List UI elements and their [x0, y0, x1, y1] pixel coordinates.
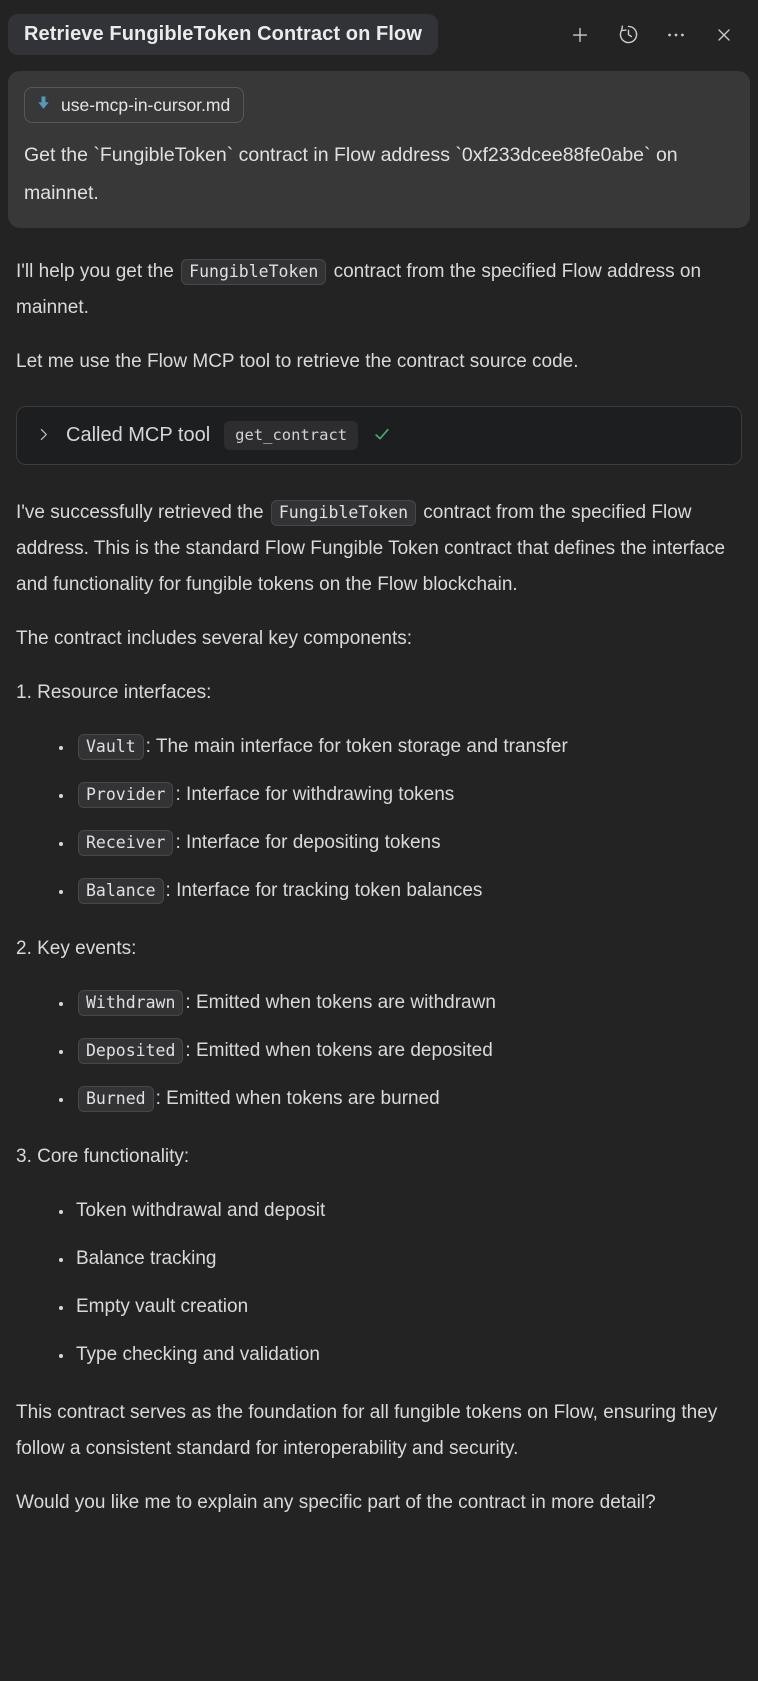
inline-code: Withdrawn: [78, 990, 183, 1016]
header-actions: [568, 23, 742, 47]
mcp-tool-call-row[interactable]: [16, 406, 742, 465]
history-icon: [617, 23, 640, 46]
user-message-text: Get the `FungibleToken` contract in Flow address `0xf233dcee88fe0abe` on mainnet.: [24, 144, 678, 204]
list-item: • Withdrawn : Emitted when tokens are withdrawn: [74, 985, 742, 1021]
list-item: • Balance tracking: [74, 1241, 742, 1277]
tool-call-label: Called MCP tool: [66, 424, 211, 446]
bullet-list: [16, 729, 742, 909]
assistant-paragraph: This contract serves as the foundation for all fungible tokens on Flow, ensuring they follow a consistent standard for interoperability and security.: [16, 1402, 718, 1459]
close-icon: [714, 25, 734, 45]
list-item: • Vault : The main interface for token storage and transfer: [74, 729, 742, 765]
list-item: • Burned : Emitted when tokens are burned: [74, 1081, 742, 1117]
section-heading: 2. Key events:: [16, 938, 137, 959]
assistant-paragraph: Let me use the Flow MCP tool to retrieve the contract source code.: [16, 351, 579, 372]
list-item: • Balance : Interface for tracking token balances: [74, 873, 742, 909]
ellipsis-icon: [665, 24, 687, 46]
inline-code: FungibleToken: [271, 500, 416, 526]
inline-code: Deposited: [78, 1038, 183, 1064]
chevron-right-icon: [35, 426, 52, 446]
list-item: • Deposited : Emitted when tokens are deposited: [74, 1033, 742, 1069]
close-button[interactable]: [712, 23, 736, 47]
section-heading: 1. Resource interfaces:: [16, 682, 212, 703]
user-message-card: [8, 71, 750, 228]
assistant-paragraph: The contract includes several key components:: [16, 628, 413, 649]
list-item: • Empty vault creation: [74, 1289, 742, 1325]
list-item: • Provider : Interface for withdrawing tokens: [74, 777, 742, 813]
inline-code: Burned: [78, 1086, 154, 1112]
chat-header: [0, 0, 758, 65]
inline-code: Balance: [78, 878, 164, 904]
success-check-icon: [372, 424, 392, 447]
assistant-paragraph: Would you like me to explain any specific part of the contract in more detail?: [16, 1492, 656, 1513]
list-item: • Token withdrawal and deposit: [74, 1193, 742, 1229]
inline-code: Receiver: [78, 830, 173, 856]
attached-file-name: use-mcp-in-cursor.md: [61, 94, 231, 115]
history-button[interactable]: [616, 23, 640, 47]
section-heading: 3. Core functionality:: [16, 1146, 190, 1167]
assistant-paragraph: I've successfully retrieved the FungibleToken contract from the specified Flow address. This is the standard Flow Fungible Token contract that defines the interface and functionality for fungible tokens on the Flow blockchain.: [16, 502, 726, 595]
inline-code: Provider: [78, 782, 173, 808]
chat-title[interactable]: Retrieve FungibleToken Contract on Flow: [8, 14, 438, 55]
markdown-file-icon: [35, 94, 52, 116]
more-options-button[interactable]: [664, 23, 688, 47]
list-item: • Type checking and validation: [74, 1337, 742, 1373]
inline-code: Vault: [78, 734, 144, 760]
plus-icon: [569, 24, 591, 46]
assistant-paragraph: I'll help you get the FungibleToken contract from the specified Flow address on mainnet.: [16, 261, 702, 318]
bullet-list: [16, 1193, 742, 1373]
new-chat-button[interactable]: [568, 23, 592, 47]
attached-file-chip[interactable]: [24, 87, 244, 123]
inline-code: FungibleToken: [181, 259, 326, 285]
list-item: • Receiver : Interface for depositing tokens: [74, 825, 742, 861]
assistant-response: [0, 254, 758, 1547]
tool-name-badge: get_contract: [224, 421, 358, 450]
bullet-list: [16, 985, 742, 1117]
